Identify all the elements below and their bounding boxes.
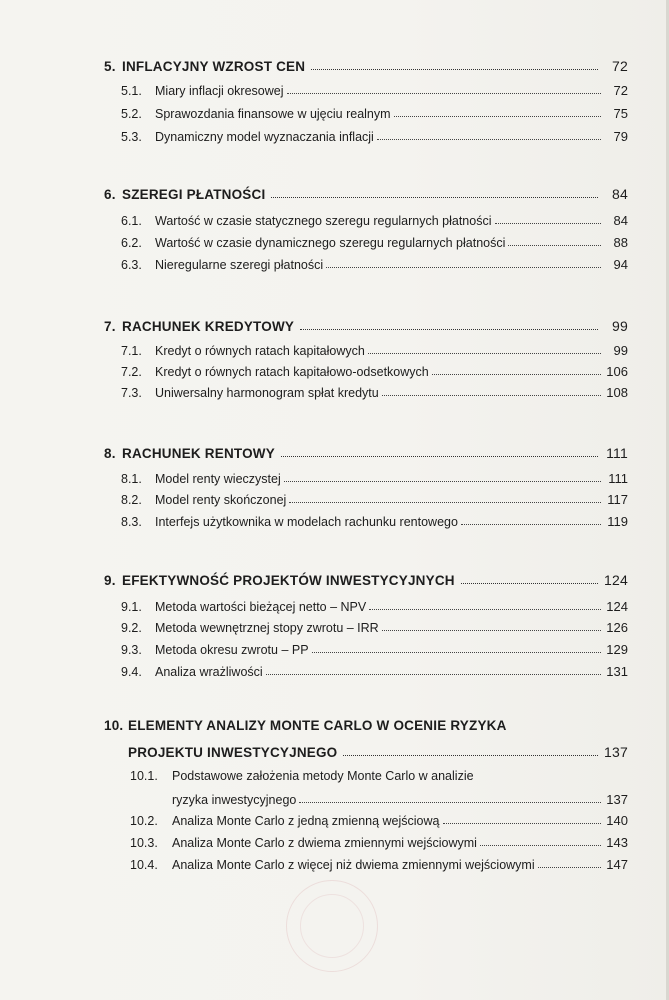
chapter-page-number: 124: [604, 572, 628, 588]
section-title: Nieregularne szeregi płatności: [155, 258, 324, 272]
chapter-6-entry[interactable]: [104, 180, 628, 202]
section-number: 8.1.: [121, 472, 142, 486]
section-7-2-entry[interactable]: [121, 361, 628, 379]
section-number: 5.2.: [121, 107, 142, 121]
dot-leader: [281, 456, 598, 457]
library-stamp-inner: [300, 894, 364, 958]
chapter-8-entry[interactable]: [104, 439, 628, 461]
section-9-4-entry[interactable]: [121, 661, 628, 679]
section-title: Wartość w czasie statycznego szeregu regularnych płatności: [155, 214, 492, 228]
section-number: 8.2.: [121, 493, 142, 507]
chapter-page-number: 137: [604, 744, 628, 760]
dot-leader: [480, 845, 601, 846]
section-5-1-entry[interactable]: [121, 80, 628, 98]
section-number: 10.3.: [130, 836, 158, 850]
dot-leader: [289, 502, 601, 503]
section-title: Metoda wewnętrznej stopy zwrotu – IRR: [155, 621, 379, 635]
chapter-page-number: 72: [612, 58, 628, 74]
dot-leader: [266, 674, 601, 675]
dot-leader: [368, 353, 601, 354]
section-page-number: 131: [606, 664, 628, 679]
dot-leader: [538, 867, 601, 868]
chapter-10-entry-continued[interactable]: [128, 738, 628, 760]
section-title: Sprawozdania finansowe w ujęciu realnym: [155, 107, 391, 121]
section-number: 7.3.: [121, 386, 142, 400]
section-title-line-2: ryzyka inwestycyjnego: [172, 793, 297, 807]
dot-leader: [369, 609, 601, 610]
section-page-number: 143: [606, 835, 628, 850]
dot-leader: [299, 802, 601, 803]
chapter-title: RACHUNEK RENTOWY: [122, 446, 275, 461]
chapter-title: RACHUNEK KREDYTOWY: [122, 319, 295, 334]
dot-leader: [377, 139, 601, 140]
section-number: 10.1.: [130, 769, 158, 783]
section-number: 6.3.: [121, 258, 142, 272]
dot-leader: [287, 93, 601, 94]
dot-leader: [284, 481, 601, 482]
section-number: 6.2.: [121, 236, 142, 250]
section-page-number: 117: [607, 492, 628, 507]
dot-leader: [300, 329, 598, 330]
section-number: 9.4.: [121, 665, 142, 679]
section-page-number: 108: [606, 385, 628, 400]
chapter-number: 5.: [104, 59, 116, 74]
dot-leader: [461, 524, 601, 525]
dot-leader: [394, 116, 601, 117]
section-title: Model renty skończonej: [155, 493, 287, 507]
section-page-number: 124: [606, 599, 628, 614]
section-5-3-entry[interactable]: [121, 126, 628, 144]
section-6-3-entry[interactable]: [121, 254, 628, 272]
section-page-number: 137: [606, 792, 628, 807]
section-number: 10.2.: [130, 814, 158, 828]
chapter-page-number: 84: [612, 186, 628, 202]
section-page-number: 126: [606, 620, 628, 635]
section-title: Analiza wrażliwości: [155, 665, 263, 679]
chapter-7-entry[interactable]: [104, 312, 628, 334]
section-6-1-entry[interactable]: [121, 210, 628, 228]
chapter-5-entry[interactable]: [104, 52, 628, 74]
section-page-number: 72: [613, 83, 628, 98]
section-page-number: 88: [613, 235, 628, 250]
section-page-number: 147: [606, 857, 628, 872]
section-9-2-entry[interactable]: [121, 617, 628, 635]
section-8-3-entry[interactable]: [121, 511, 628, 529]
section-number: 9.3.: [121, 643, 142, 657]
section-page-number: 140: [606, 813, 628, 828]
chapter-page-number: 111: [606, 445, 628, 461]
dot-leader: [461, 583, 598, 584]
section-number: 5.3.: [121, 130, 142, 144]
section-number: 8.3.: [121, 515, 142, 529]
section-number: 10.4.: [130, 858, 158, 872]
dot-leader: [312, 652, 601, 653]
chapter-number: 9.: [104, 573, 116, 588]
chapter-title: INFLACYJNY WZROST CEN: [122, 59, 306, 74]
section-7-1-entry[interactable]: [121, 340, 628, 358]
section-page-number: 84: [613, 213, 628, 228]
chapter-title: EFEKTYWNOŚĆ PROJEKTÓW INWESTYCYJNYCH: [122, 573, 455, 588]
dot-leader: [495, 223, 602, 224]
chapter-number: 6.: [104, 187, 116, 202]
section-title: Kredyt o równych ratach kapitałowo-odsetkowych: [155, 365, 429, 379]
section-number: 7.2.: [121, 365, 142, 379]
section-10-4-entry[interactable]: [130, 854, 628, 872]
section-number: 7.1.: [121, 344, 142, 358]
dot-leader: [443, 823, 602, 824]
section-9-3-entry[interactable]: [121, 639, 628, 657]
section-7-3-entry[interactable]: [121, 382, 628, 400]
section-8-2-entry[interactable]: [121, 489, 628, 507]
section-title: Dynamiczny model wyznaczania inflacji: [155, 130, 374, 144]
chapter-number: 8.: [104, 446, 116, 461]
section-title-line-1: Podstawowe założenia metody Monte Carlo w analizie: [172, 769, 474, 783]
dot-leader: [508, 245, 601, 246]
section-title: Analiza Monte Carlo z więcej niż dwiema zmiennymi wejściowymi: [172, 858, 535, 872]
section-10-3-entry[interactable]: [130, 832, 628, 850]
section-title: Metoda okresu zwrotu – PP: [155, 643, 309, 657]
chapter-9-entry[interactable]: [104, 566, 628, 588]
section-8-1-entry[interactable]: [121, 468, 628, 486]
dot-leader: [311, 69, 598, 70]
section-title: Wartość w czasie dynamicznego szeregu regularnych płatności: [155, 236, 506, 250]
section-10-1-entry-continued[interactable]: [172, 789, 628, 807]
section-title: Interfejs użytkownika w modelach rachunku rentowego: [155, 515, 458, 529]
section-page-number: 99: [613, 343, 628, 358]
section-number: 6.1.: [121, 214, 142, 228]
dot-leader: [382, 630, 601, 631]
chapter-page-number: 99: [612, 318, 628, 334]
section-number: 9.1.: [121, 600, 142, 614]
dot-leader: [432, 374, 601, 375]
section-page-number: 79: [613, 129, 628, 144]
section-page-number: 94: [613, 257, 628, 272]
section-title: Analiza Monte Carlo z jedną zmienną wejściową: [172, 814, 440, 828]
section-title: Analiza Monte Carlo z dwiema zmiennymi wejściowymi: [172, 836, 477, 850]
section-page-number: 75: [613, 106, 628, 121]
section-10-2-entry[interactable]: [130, 810, 628, 828]
section-number: 9.2.: [121, 621, 142, 635]
dot-leader: [326, 267, 601, 268]
dot-leader: [343, 755, 598, 756]
chapter-number: 10.: [104, 718, 124, 733]
section-page-number: 111: [608, 471, 628, 486]
chapter-10-entry[interactable]: [104, 718, 628, 740]
section-9-1-entry[interactable]: [121, 596, 628, 614]
section-title: Metoda wartości bieżącej netto – NPV: [155, 600, 367, 614]
dot-leader: [382, 395, 601, 396]
section-page-number: 129: [606, 642, 628, 657]
chapter-number: 7.: [104, 319, 116, 334]
chapter-title: SZEREGI PŁATNOŚCI: [122, 187, 266, 202]
section-page-number: 106: [606, 364, 628, 379]
section-title: Kredyt o równych ratach kapitałowych: [155, 344, 365, 358]
section-number: 5.1.: [121, 84, 142, 98]
chapter-title-line-2: PROJEKTU INWESTYCYJNEGO: [128, 745, 338, 760]
section-page-number: 119: [607, 514, 628, 529]
section-6-2-entry[interactable]: [121, 232, 628, 250]
section-10-1-entry[interactable]: [130, 769, 628, 787]
section-5-2-entry[interactable]: [121, 103, 628, 121]
section-title: Miary inflacji okresowej: [155, 84, 284, 98]
chapter-title-line-1: ELEMENTY ANALIZY MONTE CARLO W OCENIE RYZYKA: [128, 718, 507, 733]
section-title: Uniwersalny harmonogram spłat kredytu: [155, 386, 379, 400]
dot-leader: [271, 197, 598, 198]
section-title: Model renty wieczystej: [155, 472, 281, 486]
